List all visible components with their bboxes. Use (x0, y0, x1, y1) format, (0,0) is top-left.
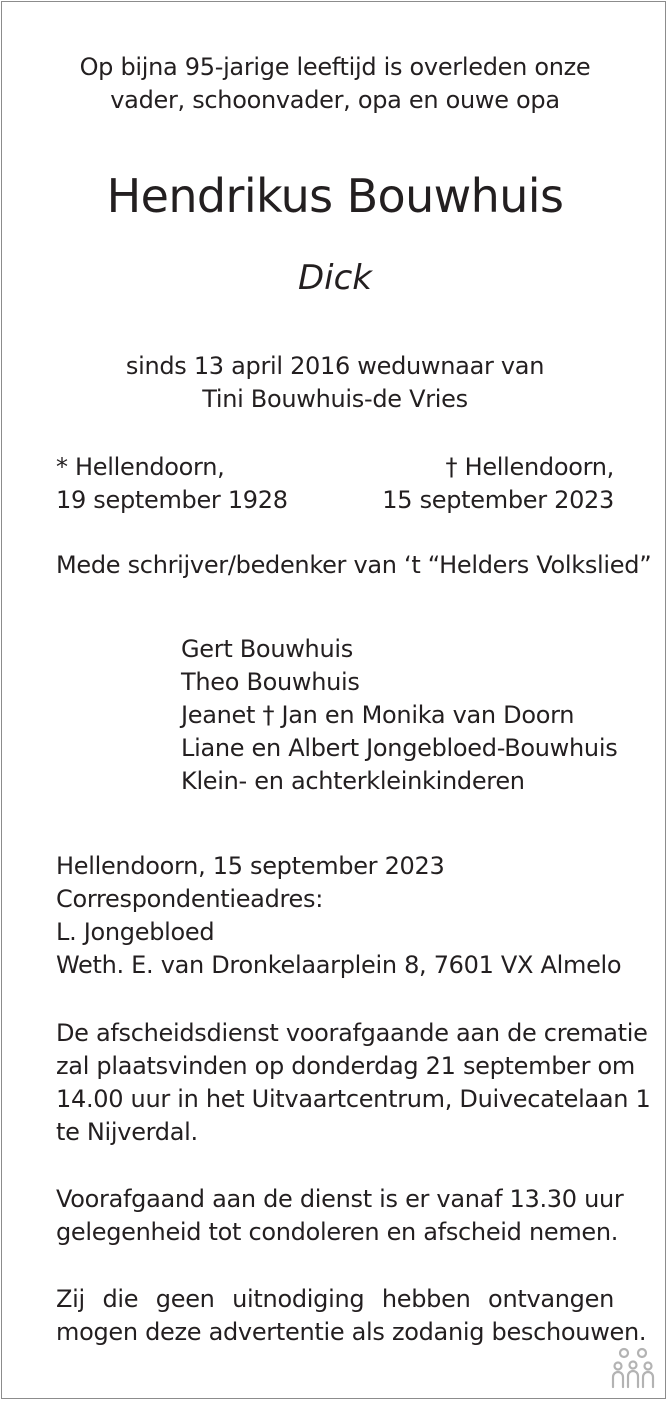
intro-text (56, 51, 614, 117)
birth-date: 19 september 1928 (56, 486, 288, 514)
condolence-paragraph (56, 1183, 624, 1249)
note-line: Mede schrijver/bedenker van ‘t “Helders Volkslied” (56, 551, 652, 579)
birth-place: * Hellendoorn, (56, 453, 225, 481)
family-member: Klein- en achterkleinkinderen (181, 767, 525, 795)
condolence-line: gelegenheid tot condoleren en afscheid nemen. (56, 1218, 619, 1246)
closing-line: mogen deze advertentie als zodanig beschouwen. (56, 1318, 647, 1346)
condolence-line: Voorafgaand aan de dienst is er vanaf 13.30 uur (56, 1185, 624, 1213)
address-street: Weth. E. van Dronkelaarplein 8, 7601 VX Almelo (56, 951, 622, 979)
family-member: Jeanet † Jan en Monika van Doorn (181, 701, 575, 729)
service-line: zal plaatsvinden op donderdag 21 september om (56, 1052, 635, 1080)
family-member: Gert Bouwhuis (181, 635, 353, 663)
closing-line: Zij die geen uitnodiging hebben ontvangen (56, 1285, 614, 1313)
service-line: 14.00 uur in het Uitvaartcentrum, Duivecatelaan 1 (56, 1085, 651, 1113)
birth-info (56, 451, 288, 517)
service-paragraph (56, 1017, 651, 1149)
widower-line-2: Tini Bouwhuis-de Vries (202, 385, 468, 413)
closing-paragraph (56, 1283, 647, 1349)
deceased-nickname: Dick (297, 258, 372, 298)
death-date: 15 september 2023 (382, 486, 614, 514)
deceased-name: Hendrikus Bouwhuis (106, 169, 564, 223)
family-list (181, 633, 617, 798)
family-group-icon (611, 1346, 655, 1390)
service-line: De afscheidsdienst voorafgaande aan de crematie (56, 1019, 648, 1047)
note-text (56, 549, 652, 582)
intro-line-1: Op bijna 95-jarige leeftijd is overleden onze (79, 53, 591, 81)
death-info (382, 451, 614, 517)
place-date: Hellendoorn, 15 september 2023 (56, 852, 445, 880)
death-place: † Hellendoorn, (445, 453, 614, 481)
address-block (56, 850, 622, 982)
service-line: te Nijverdal. (56, 1118, 198, 1146)
family-member: Liane en Albert Jongebloed-Bouwhuis (181, 734, 618, 762)
widower-line-1: sinds 13 april 2016 weduwnaar van (125, 352, 545, 380)
widower-text (56, 350, 614, 416)
address-contact: L. Jongebloed (56, 918, 215, 946)
intro-line-2: vader, schoonvader, opa en ouwe opa (110, 86, 560, 114)
address-label: Correspondentieadres: (56, 885, 324, 913)
family-member: Theo Bouwhuis (181, 668, 360, 696)
